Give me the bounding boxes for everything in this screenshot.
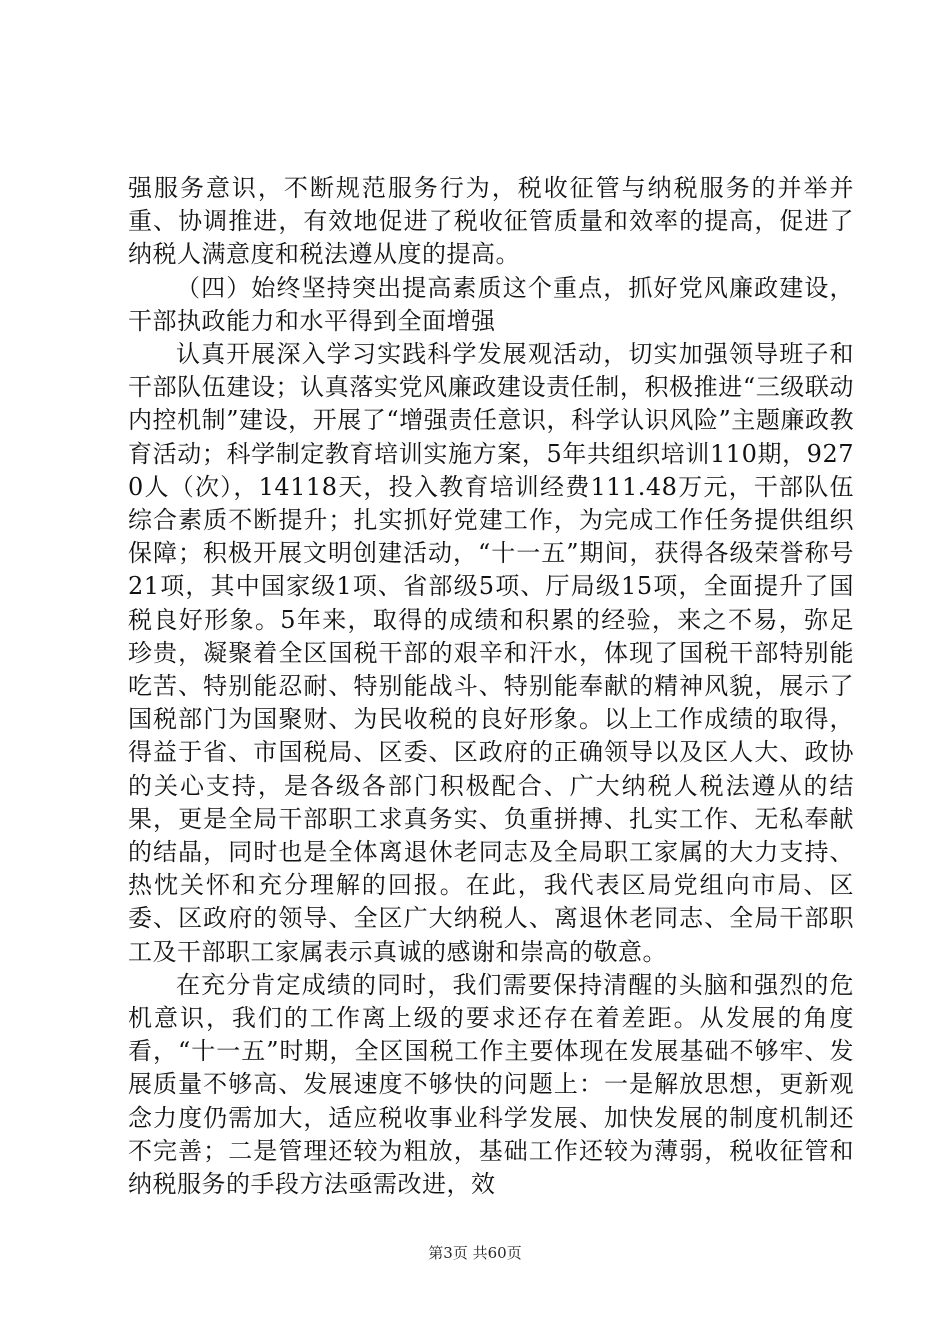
document-body [128,172,854,1201]
paragraph-party-building: 认真开展深入学习实践科学发展观活动，切实加强领导班子和干部队伍建设；认真落实党风廉政建设责任制，积极推进“三级联动内控机制”建设，开展了“增强责任意识，科学认识风险”主题廉政教育活动；科学制定教育培训实施方案，5年共组织培训110期，9270人（次），14118天，投入教育培训经费111.48万元，干部队伍综合素质不断提升；扎实抓好党建工作，为完成工作任务提供组织保障；积极开展文明创建活动，“十一五”期间，获得各级荣誉称号21项，其中国家级1项、省部级5项、厅局级15项，全面提升了国税良好形象。5年来，取得的成绩和积累的经验，来之不易，弥足珍贵，凝聚着全区国税干部的艰辛和汗水，体现了国税干部特别能吃苦、特别能忍耐、特别能战斗、特别能奉献的精神风貌，展示了国税部门为国聚财、为民收税的良好形象。以上工作成绩的取得，得益于省、市国税局、区委、区政府的正确领导以及区人大、政协的关心支持，是各级各部门积极配合、广大纳税人税法遵从的结果，更是全局干部职工求真务实、负重拼搏、扎实工作、无私奉献的结晶，同时也是全体离退休老同志及全局职工家属的大力支持、热忱关怀和充分理解的回报。在此，我代表区局党组向市局、区委、区政府的领导、全区广大纳税人、离退休老同志、全局干部职工及干部职工家属表示真诚的感谢和崇高的敬意。 [128,340,854,966]
paragraph-service-conclusion: 强服务意识，不断规范服务行为，税收征管与纳税服务的并举并重、协调推进，有效地促进了税收征管质量和效率的提高，促进了纳税人满意度和税法遵从度的提高。 [128,174,854,269]
page-footer [0,1243,950,1263]
paragraph-shortcomings: 在充分肯定成绩的同时，我们需要保持清醒的头脑和强烈的危机意识，我们的工作离上级的要求还存在着差距。从发展的角度看，“十一五”时期，全区国税工作主要体现在发展基础不够牢、发展质量不够高、发展速度不够快的问题上：一是解放思想，更新观念力度仍需加大，适应税收事业科学发展、加快发展的制度机制还不完善；二是管理还较为粗放，基础工作还较为薄弱，税收征管和纳税服务的手段方法亟需改进，效 [128,970,854,1199]
page-number: 第3页 共60页 [428,1244,522,1262]
section-heading-four: （四）始终坚持突出提高素质这个重点，抓好党风廉政建设，干部执政能力和水平得到全面增强 [128,273,854,335]
